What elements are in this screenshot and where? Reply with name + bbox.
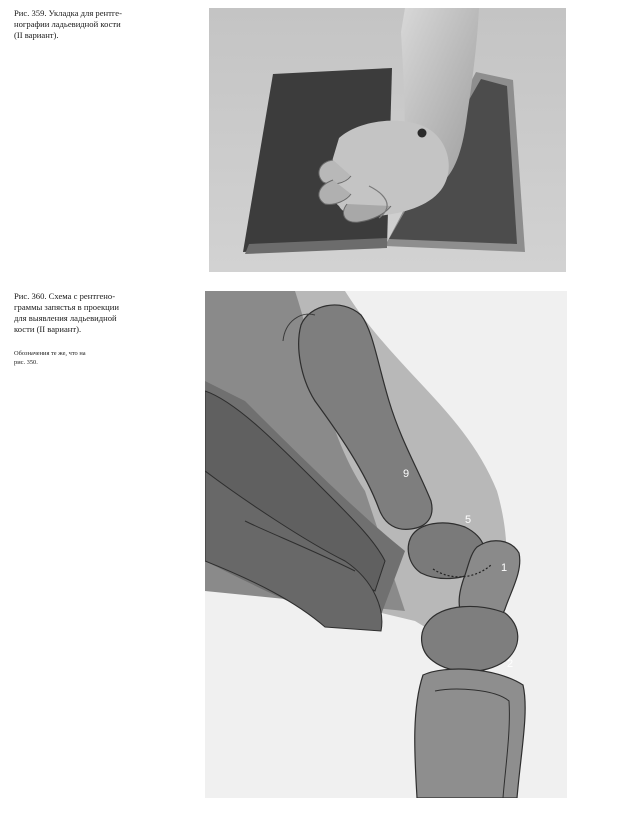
figure-359-caption [14,8,164,41]
note-line: Обозначения те же, что на [14,350,86,357]
caption-line: Рис. 360. Схема с рентгено- [14,291,116,301]
hand-positioning-photo [209,8,566,272]
caption-line: кости (II вариант). [14,324,82,334]
scaphoid-marker-dot [418,129,427,138]
figure-360-caption [14,291,154,335]
xray-schema-illustration [205,291,567,798]
bone-carpal-2 [422,606,518,671]
note-line: рис. 350. [14,359,38,366]
figure-360-legend-note [14,349,124,367]
caption-line: Рис. 359. Укладка для рентге- [14,8,122,18]
caption-line: (II вариант). [14,30,59,40]
bone-label-2: 2 [507,658,514,670]
caption-line: граммы запястья в проекции [14,302,119,312]
bone-label-1: 1 [501,562,508,574]
bone-label-9: 9 [403,468,410,480]
wrist-xray-diagram [205,291,567,798]
caption-line: для выявления ладьевидной [14,313,117,323]
caption-line: нографии ладьевидной кости [14,19,121,29]
bone-label-5: 5 [465,514,472,526]
hand-photo-illustration [209,8,566,272]
